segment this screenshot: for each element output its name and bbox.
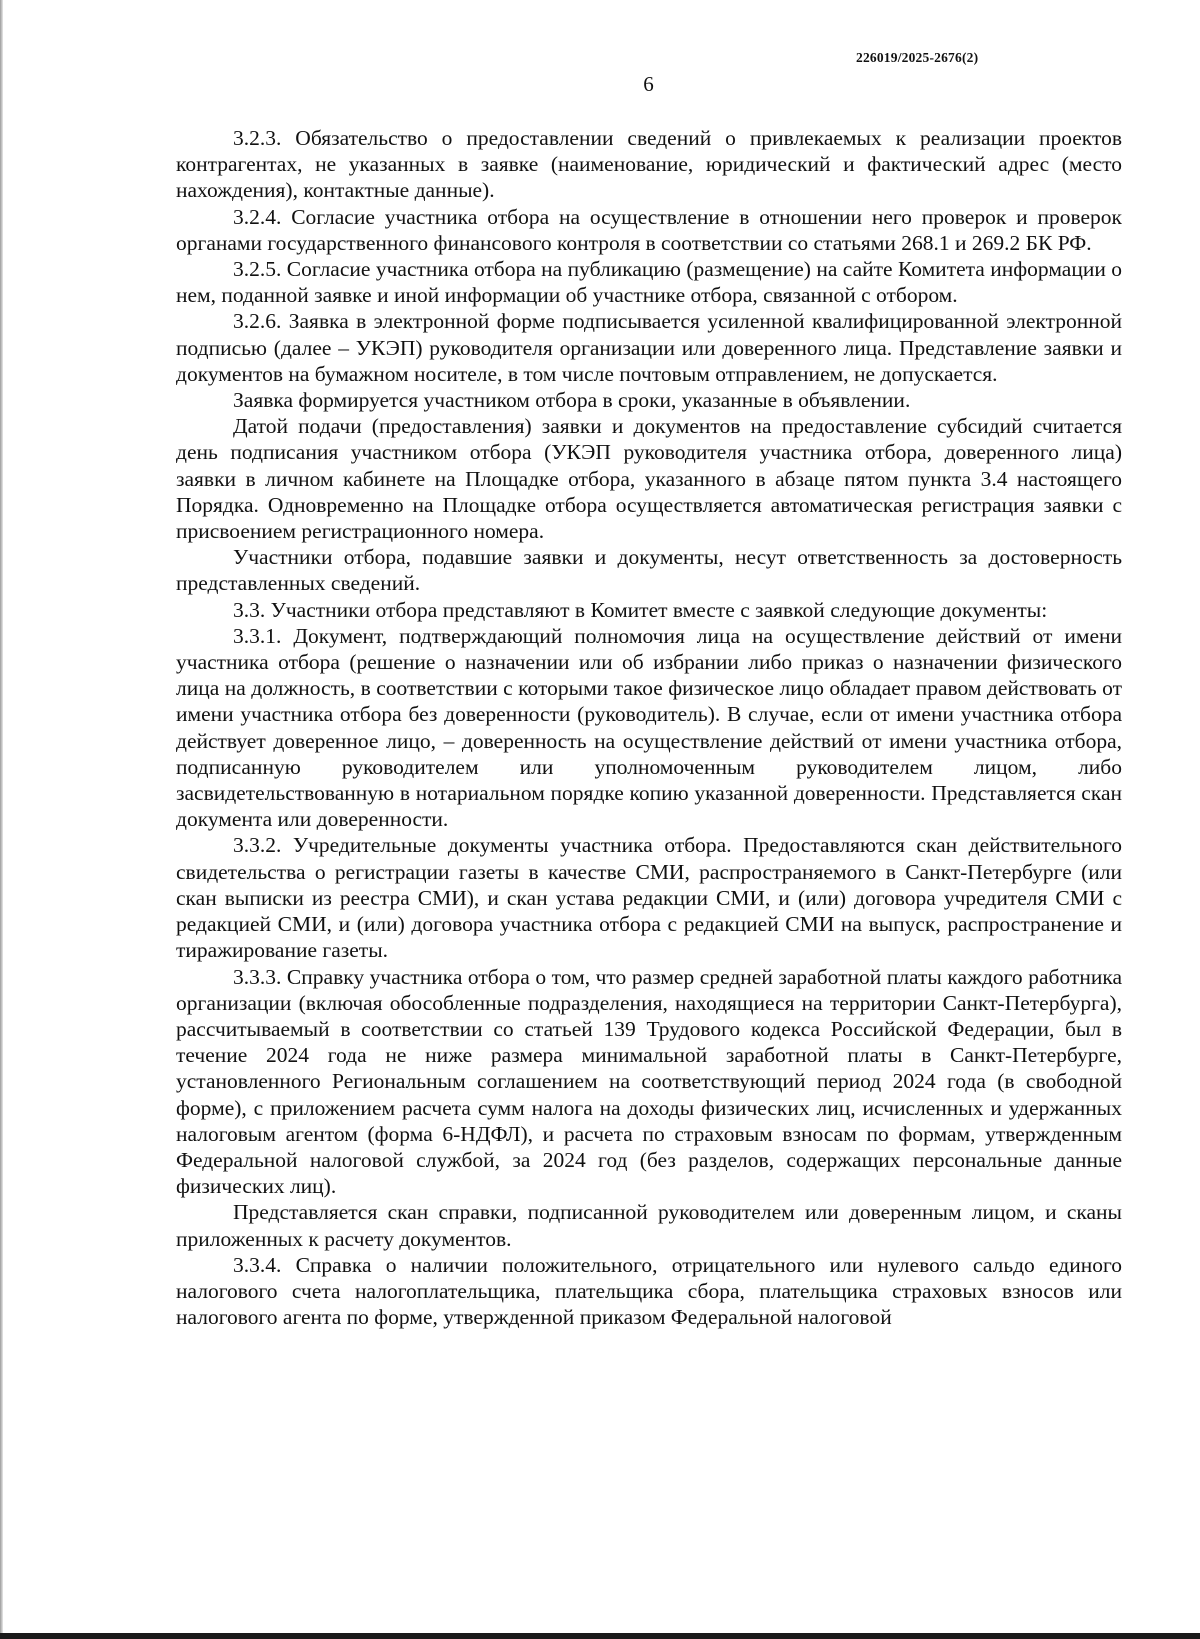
paragraph-3-3-3: 3.3.3. Справку участника отбора о том, что размер средней заработной платы каждого работника организации (включая обособленные подразделения, находящиеся на территории Санкт-Петербурга), рассчитываемый в соответствии со статьей 139 Трудового кодекса Российской Федерации, был в течение 2024 года не ниже размера минимальной заработной платы в Санкт-Петербурге, установленного Региональным соглашением на соответствующий период 2024 года (в свободной форме), с приложением расчета сумм налога на доходы физических лиц, исчисленных и удержанных налоговым агентом (форма 6-НДФЛ), и расчета по страховым взносам по формам, утвержденным Федеральной налоговой службой, за 2024 год (без разделов, содержащих персональные данные физических лиц). <box>176 964 1122 1199</box>
paragraph-3-3-2: 3.3.2. Учредительные документы участника отбора. Предоставляются скан действительного свидетельства о регистрации газеты в качестве СМИ, распространяемого в Санкт-Петербурге (или скан выписки из реестра СМИ), и скан устава редакции СМИ, и (или) договора учредителя СМИ с редакцией СМИ, и (или) договора участника отбора с редакцией СМИ на выпуск, распространение и тиражирование газеты. <box>176 833 1122 963</box>
paragraph-3-3-4: 3.3.4. Справка о наличии положительного, отрицательного или нулевого сальдо единого налогового счета налогоплательщика, плательщика сбора, плательщика страховых взносов или налогового агента по форме, утвержденной приказом Федеральной налоговой <box>176 1252 1122 1330</box>
scan-edge-bottom <box>0 1633 1200 1639</box>
paragraph-3-3: 3.3. Участники отбора представляют в Комитет вместе с заявкой следующие документы: <box>233 597 1048 622</box>
paragraph-3-2-4: 3.2.4. Согласие участника отбора на осуществление в отношении него проверок и проверок органами государственного финансового контроля в соответствии со статьями 268.1 и 269.2 БК РФ. <box>176 204 1122 255</box>
document-body <box>176 125 1122 1330</box>
paragraph-3-3-1: 3.3.1. Документ, подтверждающий полномочия лица на осуществление действий от имени участника отбора (решение о назначении или об избрании либо приказ о назначении физического лица на должность, в соответствии с которыми такое физическое лицо обладает правом действовать от имени участника отбора без доверенности (руководитель). В случае, если от имени участника отбора действует доверенное лицо, – доверенность на осуществление действий от имени участника отбора, подписанную руководителем или уполномоченным руководителем лицом, либо засвидетельствованную в нотариальном порядке копию указанной доверенности. Представляется скан документа или доверенности. <box>176 623 1122 832</box>
paragraph-scan-certificate: Представляется скан справки, подписанной руководителем или доверенным лицом, и сканы приложенных к расчету документов. <box>176 1200 1122 1251</box>
document-registration-number: 226019/2025-2676(2) <box>856 50 979 65</box>
scan-edge-left <box>0 0 3 1639</box>
page-number: 6 <box>643 72 654 96</box>
paragraph-3-2-6: 3.2.6. Заявка в электронной форме подписывается усиленной квалифицированной электронной подписью (далее – УКЭП) руководителя организации или доверенного лица. Представление заявки и документов на бумажном носителе, в том числе почтовым отправлением, не допускается. <box>176 309 1122 386</box>
paragraph-submission-date: Датой подачи (предоставления) заявки и документов на предоставление субсидий считается день подписания участником отбора (УКЭП руководителя участника отбора, доверенного лица) заявки в личном кабинете на Площадке отбора, указанного в абзаце пятом пункта 3.4 настоящего Порядка. Одновременно на Площадке отбора осуществляется автоматическая регистрация заявки с присвоением регистрационного номера. <box>176 414 1122 544</box>
paragraph-3-2-5: 3.2.5. Согласие участника отбора на публикацию (размещение) на сайте Комитета информации о нем, поданной заявке и иной информации об участнике отбора, связанной с отбором. <box>176 257 1122 308</box>
paragraph-responsibility: Участники отбора, подавшие заявки и документы, несут ответственность за достоверность представленных сведений. <box>176 545 1122 596</box>
paragraph-application-deadline: Заявка формируется участником отбора в сроки, указанные в объявлении. <box>233 388 911 413</box>
paragraph-3-2-3: 3.2.3. Обязательство о предоставлении сведений о привлекаемых к реализации проектов контрагентах, не указанных в заявке (наименование, юридический и фактический адрес (место нахождения), контактные данные). <box>176 126 1122 203</box>
